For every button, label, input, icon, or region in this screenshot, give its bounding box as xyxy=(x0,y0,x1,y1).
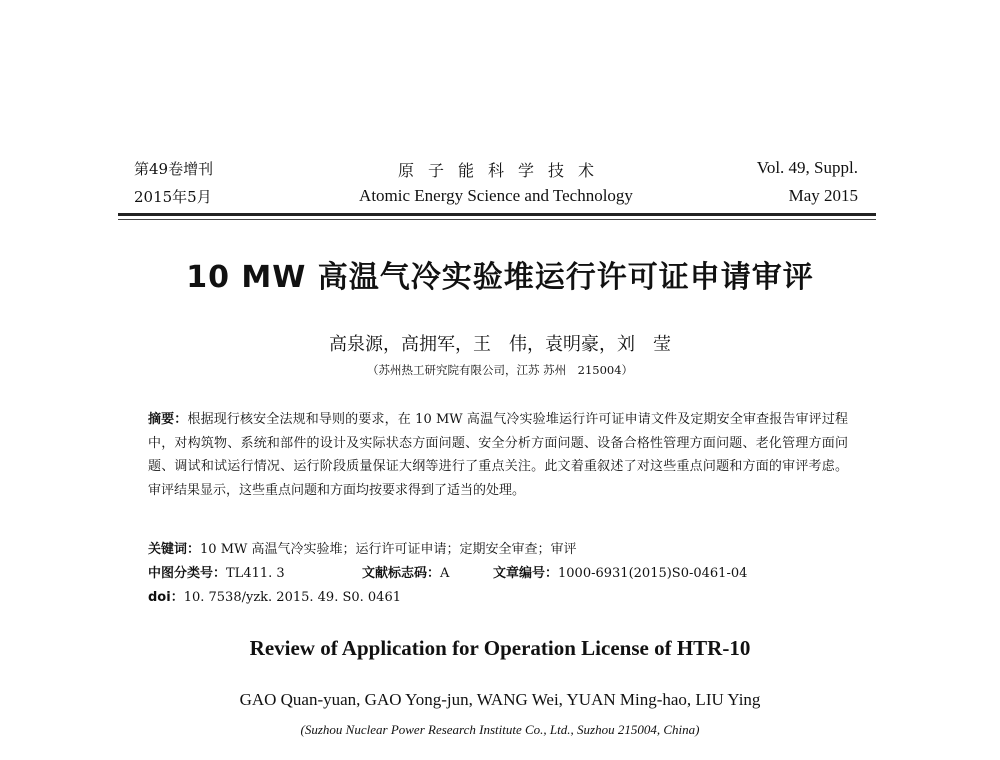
affiliation-en: (Suzhou Nuclear Power Research Institute Co., Ltd., Suzhou 215004, China) xyxy=(300,722,700,737)
article-number: 文章编号：1000-6931(2015)S0-0461-04 xyxy=(493,566,748,581)
date-en: May 2015 xyxy=(788,186,858,205)
keywords-label: 关键词： xyxy=(148,542,201,557)
date-cn: 2015年5月 xyxy=(134,188,212,206)
authors-cn: 高泉源，高拥军，王 伟，袁明豪，刘 莹 xyxy=(329,334,671,355)
journal-title-cn: 原子能科学技术 xyxy=(397,161,608,180)
abstract-label: 摘要： xyxy=(148,412,188,427)
header-rule-thick xyxy=(118,213,876,216)
authors-en: GAO Quan-yuan, GAO Yong-jun, WANG Wei, YUAN Ming-hao, LIU Ying xyxy=(239,690,761,709)
doi xyxy=(148,586,848,605)
header-rule-thin xyxy=(118,219,876,220)
clc-number: 中图分类号：TL411. 3 xyxy=(148,566,285,581)
volume-cn: 第49卷增刊 xyxy=(134,160,214,178)
document-code: 文献标志码：A xyxy=(362,566,450,581)
abstract-cn xyxy=(148,408,848,502)
keywords xyxy=(148,538,848,557)
keywords-text: 10 MW 高温气冷实验堆；运行许可证申请；定期安全审查；审评 xyxy=(200,542,577,557)
volume-en: Vol. 49, Suppl. xyxy=(756,158,858,177)
article-title-en: Review of Application for Operation License of HTR-10 xyxy=(249,636,751,660)
doi-label: doi： xyxy=(148,590,184,605)
journal-title-en: Atomic Energy Science and Technology xyxy=(359,186,633,205)
doi-value: 10. 7538/yzk. 2015. 49. S0. 0461 xyxy=(183,590,401,605)
article-title-cn: 10 MW 高温气冷实验堆运行许可证申请审评 xyxy=(186,260,814,295)
abstract-text: 根据现行核安全法规和导则的要求，在 10 MW 高温气冷实验堆运行许可证申请文件及定期安全审查报告审评过程中，对构筑物、系统和部件的设计及实际状态方面问题、安全分析方面问题、设备合格性管理方面问题、老化管理方面问题、调试和试运行情况、运行阶段质量保证大纲等进行了重点关注。此文着重叙述了对这些重点问题和方面的审评考虑。审评结果显示，这些重点问题和方面均按要求得到了适当的处理。 xyxy=(148,412,848,498)
affiliation-cn: （苏州热工研究院有限公司，江苏 苏州 215004） xyxy=(366,363,634,377)
